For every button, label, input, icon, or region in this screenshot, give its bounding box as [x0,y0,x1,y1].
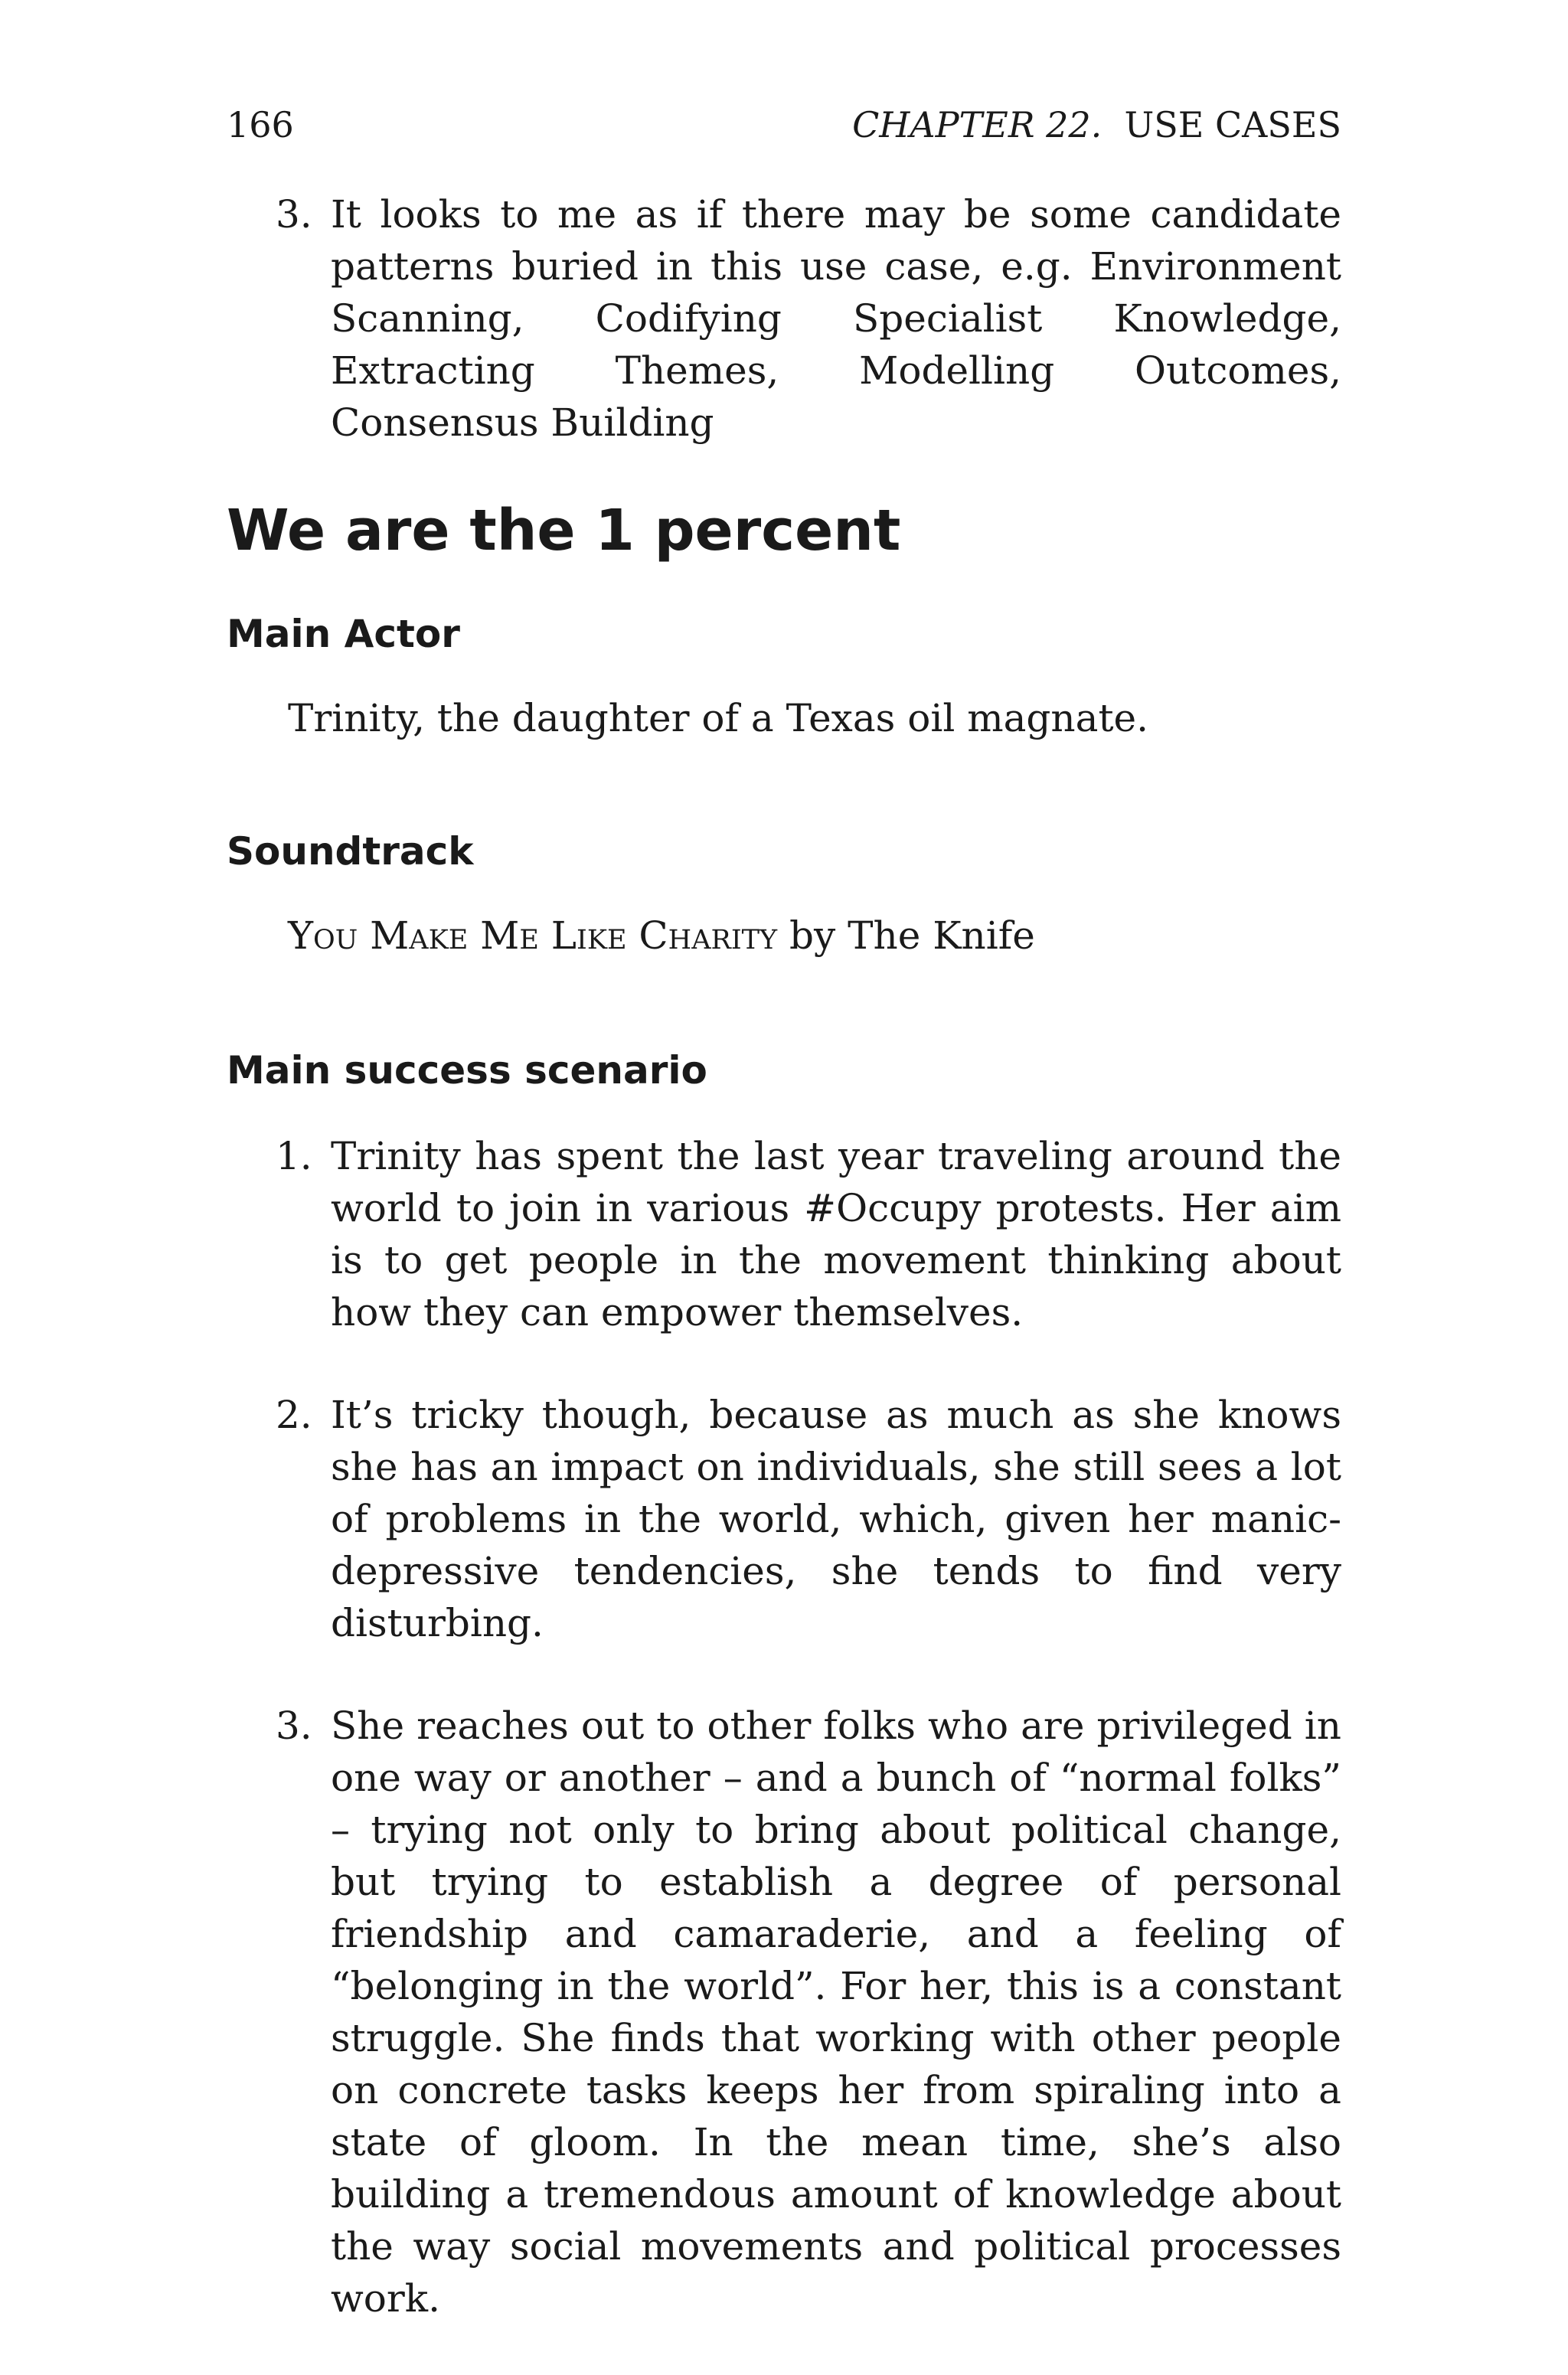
list-item [227,188,1341,449]
section-title: We are the 1 percent [227,498,901,564]
list-item-number: 2. [276,1393,312,1437]
soundtrack-text [288,910,1341,962]
chapter-label: CHAPTER 22. [852,104,1102,145]
list-item-text: It’s tricky though, because as much as she knows she has an impact on individuals, she still sees a lot of problems in the world, which, given her manic-depressive tendencies, she tends to find very disturbing. [331,1393,1341,1645]
list-item-number: 3. [276,1704,312,1748]
main-actor-heading: Main Actor [227,612,460,656]
continued-list [227,188,1341,449]
running-head [227,104,1341,153]
list-item [227,1389,1341,1649]
list-item [227,1130,1341,1338]
soundtrack-heading: Soundtrack [227,829,474,874]
list-item-text: She reaches out to other folks who are privileged in one way or another – and a bunch of “normal folks” – trying not only to bring about political change, but trying to establish a degree of personal friendship and camaraderie, and a feeling of “belonging in the world”. For her, this is a constant struggle. She finds that working with other people on concrete tasks keeps her from spiraling into a state of gloom. In the mean time, she’s also building a tremendous amount of knowledge about the way social movements and political processes work. [331,1704,1341,2321]
scenario-list [227,1130,1341,2375]
chapter-title: USE CASES [1124,104,1341,145]
song-artist: by The Knife [789,913,1035,958]
chapter-heading [852,104,1341,145]
list-item [227,1700,1341,2324]
song-title: You Make Me Like Charity [288,913,778,958]
list-item-number: 1. [276,1134,312,1178]
main-actor-text: Trinity, the daughter of a Texas oil magnate. [288,696,1149,740]
list-item-text: Trinity has spent the last year traveling around the world to join in various #Occupy protests. Her aim is to get people in the movement thinking about how they can empower themselves. [331,1134,1341,1335]
list-item-number: 3. [276,192,312,237]
list-item-text: It looks to me as if there may be some candidate patterns buried in this use case, e.g. Environment Scanning, Codifying Specialist Knowledge, Extracting Themes, Modelling Outcomes, Consensus Building [331,192,1341,445]
scenario-heading: Main success scenario [227,1048,707,1093]
page-number: 166 [227,104,294,145]
